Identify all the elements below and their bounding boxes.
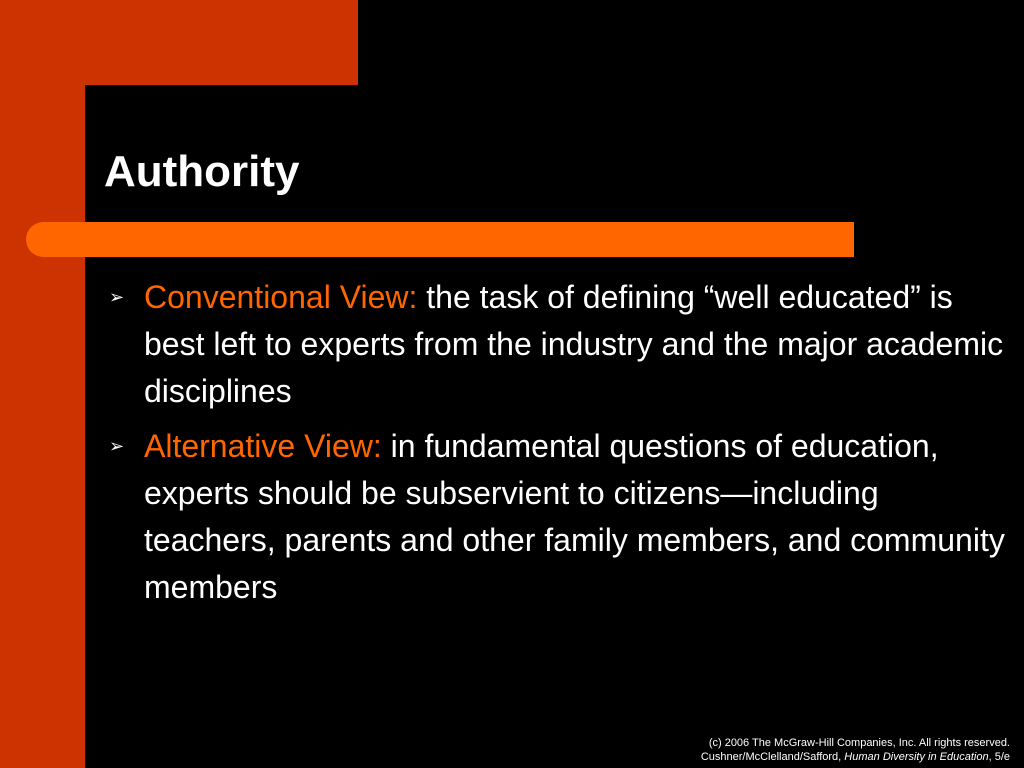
arrowhead-bullet-icon: ➢ bbox=[109, 287, 125, 307]
bullet-list bbox=[104, 274, 1009, 619]
top-color-band bbox=[0, 0, 358, 85]
citation-line bbox=[701, 750, 1010, 764]
bullet-item-conventional-view bbox=[104, 274, 1009, 415]
left-color-band bbox=[0, 0, 85, 768]
arrowhead-bullet-icon: ➢ bbox=[109, 436, 125, 456]
bullet-item-alternative-view bbox=[104, 423, 1009, 611]
edition: , 5/e bbox=[988, 751, 1010, 763]
rounded-corner bbox=[85, 85, 145, 145]
book-title: Human Diversity in Education bbox=[844, 751, 989, 763]
authors: Cushner/McClelland/Safford, bbox=[700, 751, 845, 763]
slide-title: Authority bbox=[104, 147, 300, 196]
bullet-text: the task of defining “well educated” is best left to experts from the industry and the major academic disciplines bbox=[144, 279, 1004, 409]
title-underline-bar bbox=[26, 222, 854, 257]
copyright-line: (c) 2006 The McGraw-Hill Companies, Inc. All rights reserved. bbox=[708, 737, 1010, 749]
bullet-term: Alternative View: bbox=[144, 428, 382, 464]
bullet-text: in fundamental questions of education, experts should be subservient to citizens—including teachers, parents and other family members, and community members bbox=[144, 428, 1005, 605]
copyright-footer bbox=[701, 736, 1010, 764]
bullet-term: Conventional View: bbox=[144, 279, 418, 315]
